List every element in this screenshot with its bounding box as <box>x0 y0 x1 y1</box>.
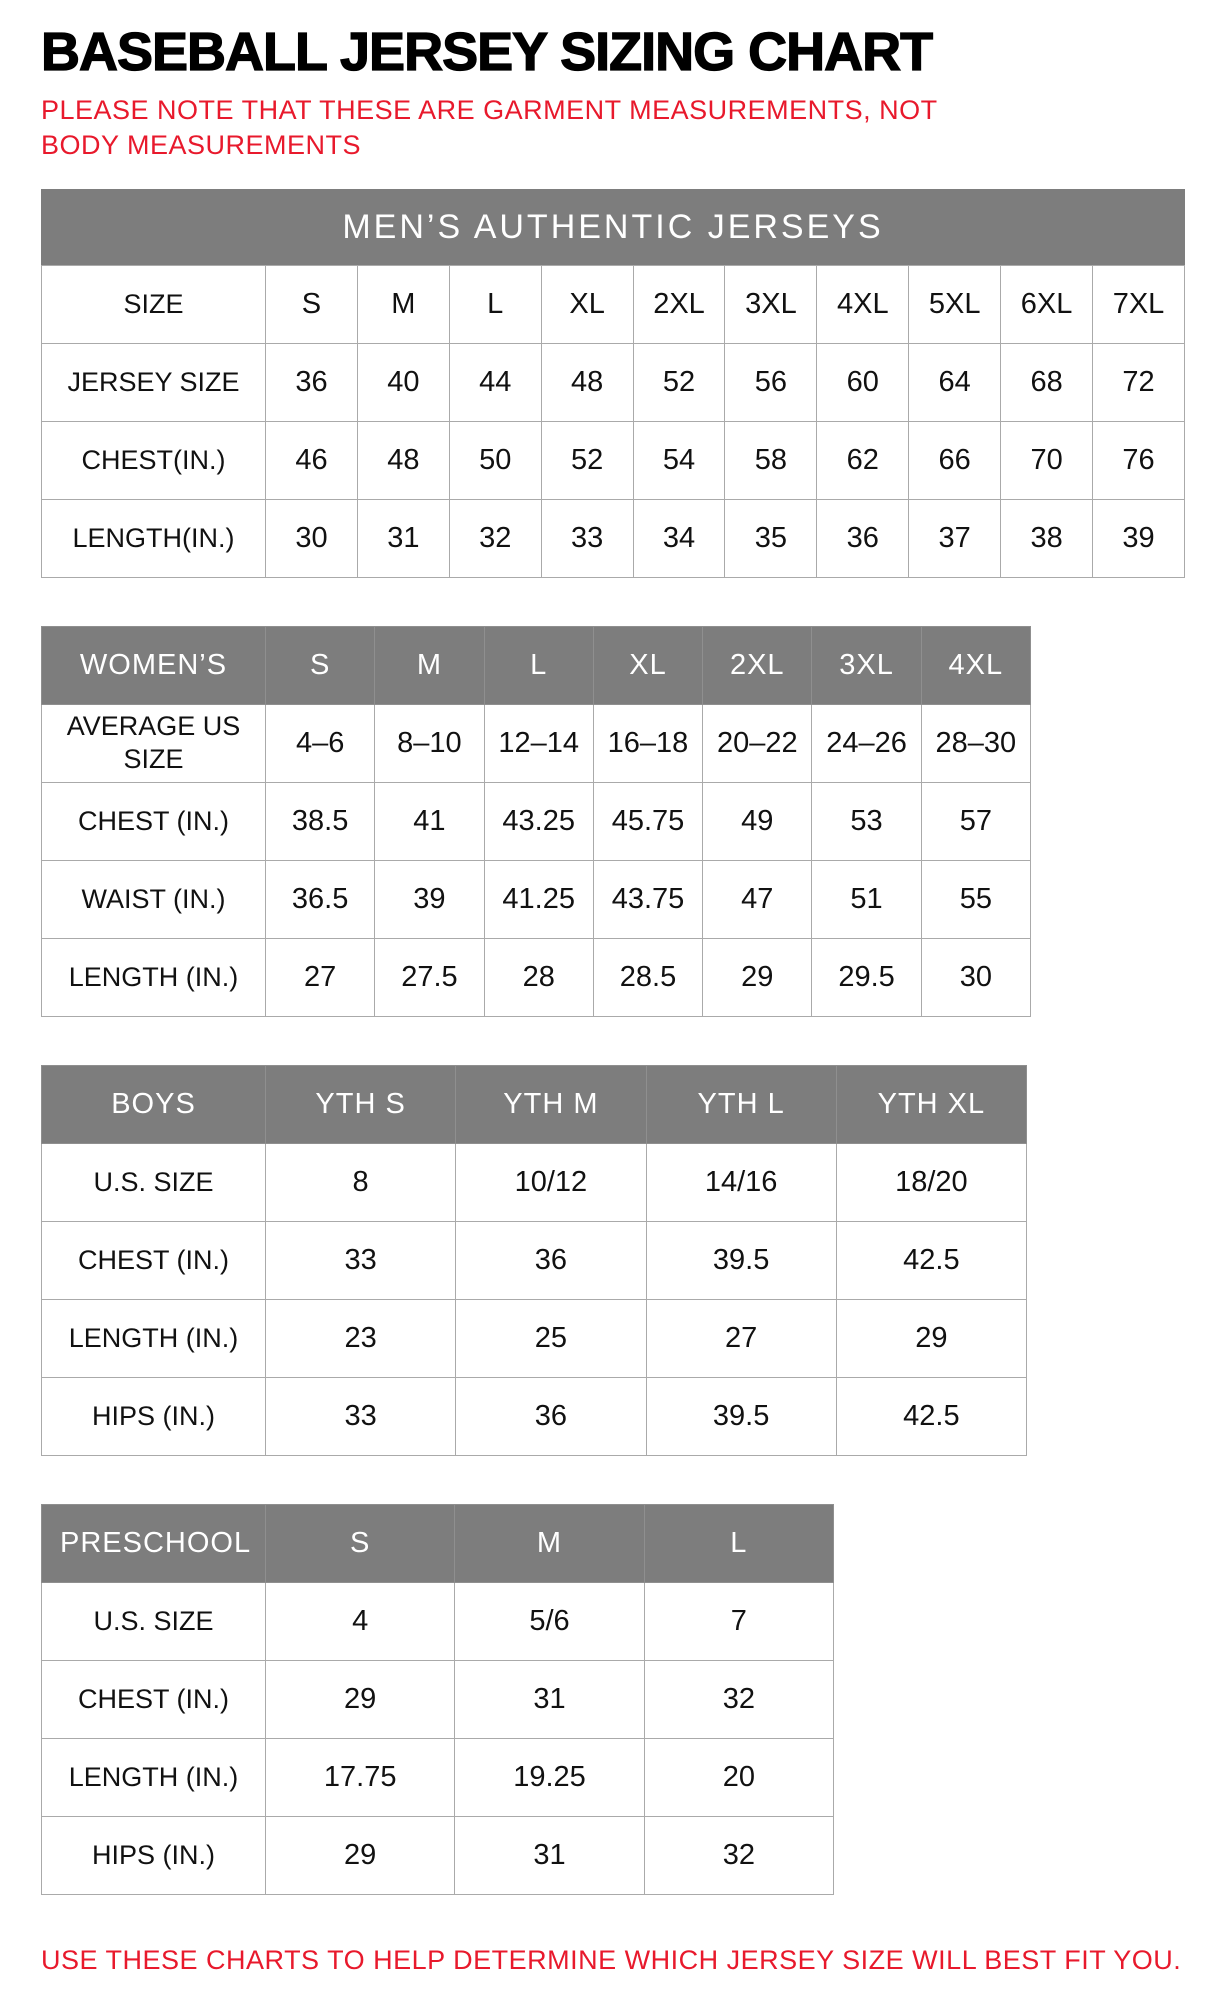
mens-value-cell: 60 <box>817 343 909 421</box>
mens-value-cell: 58 <box>725 421 817 499</box>
boys-value-cell: 10/12 <box>456 1143 646 1221</box>
womens-value-cell: 53 <box>812 782 921 860</box>
boys-value-cell: 33 <box>266 1221 456 1299</box>
mens-value-cell: 54 <box>633 421 725 499</box>
boys-value-cell: 39.5 <box>646 1377 836 1455</box>
mens-value-cell: 36 <box>817 499 909 577</box>
mens-table-banner: MEN’S AUTHENTIC JERSEYS <box>41 189 1185 265</box>
preschool-value-cell: 29 <box>266 1660 455 1738</box>
womens-size-header-cell: 2XL <box>703 626 812 704</box>
mens-value-cell: 66 <box>909 421 1001 499</box>
preschool-row <box>42 1582 834 1660</box>
mens-value-cell: 48 <box>541 343 633 421</box>
preschool-header-row <box>42 1504 834 1582</box>
womens-value-cell: 39 <box>375 860 484 938</box>
mens-value-cell: 30 <box>266 499 358 577</box>
womens-size-header-cell: S <box>266 626 375 704</box>
womens-row-label: WAIST (IN.) <box>42 860 266 938</box>
mens-value-cell: 44 <box>449 343 541 421</box>
boys-value-cell: 18/20 <box>836 1143 1026 1221</box>
boys-value-cell: 33 <box>266 1377 456 1455</box>
preschool-value-cell: 4 <box>266 1582 455 1660</box>
womens-size-header-cell: 4XL <box>921 626 1030 704</box>
mens-value-cell: 38 <box>1001 499 1093 577</box>
boys-row-label: LENGTH (IN.) <box>42 1299 266 1377</box>
best-fit-note: USE THESE CHARTS TO HELP DETERMINE WHICH JERSEY SIZE WILL BEST FIT YOU. <box>41 1944 1182 1975</box>
preschool-value-cell: 17.75 <box>266 1738 455 1816</box>
boys-header-label: BOYS <box>42 1065 266 1143</box>
boys-row <box>42 1221 1027 1299</box>
womens-value-cell: 8–10 <box>375 704 484 782</box>
womens-size-header-cell: L <box>484 626 593 704</box>
womens-value-cell: 43.25 <box>484 782 593 860</box>
mens-value-cell: 7XL <box>1093 265 1185 343</box>
preschool-row-label: CHEST (IN.) <box>42 1660 266 1738</box>
womens-value-cell: 12–14 <box>484 704 593 782</box>
preschool-row-label: HIPS (IN.) <box>42 1816 266 1894</box>
mens-value-cell: 3XL <box>725 265 817 343</box>
mens-value-cell: 68 <box>1001 343 1093 421</box>
mens-value-cell: 62 <box>817 421 909 499</box>
womens-value-cell: 55 <box>921 860 1030 938</box>
preschool-row <box>42 1660 834 1738</box>
womens-size-header-cell: 3XL <box>812 626 921 704</box>
mens-sizing-table <box>41 265 1185 578</box>
womens-row-label: CHEST (IN.) <box>42 782 266 860</box>
boys-value-cell: 27 <box>646 1299 836 1377</box>
womens-size-header-cell: M <box>375 626 484 704</box>
boys-size-header-cell: YTH XL <box>836 1065 1026 1143</box>
mens-row <box>42 265 1185 343</box>
womens-value-cell: 29 <box>703 938 812 1016</box>
mens-value-cell: 48 <box>357 421 449 499</box>
womens-table-section <box>41 626 1182 1017</box>
mens-value-cell: M <box>357 265 449 343</box>
womens-value-cell: 49 <box>703 782 812 860</box>
womens-value-cell: 43.75 <box>593 860 702 938</box>
preschool-row <box>42 1816 834 1894</box>
mens-row <box>42 421 1185 499</box>
preschool-value-cell: 31 <box>455 1816 644 1894</box>
boys-value-cell: 8 <box>266 1143 456 1221</box>
mens-row-label: SIZE <box>42 265 266 343</box>
womens-value-cell: 20–22 <box>703 704 812 782</box>
boys-size-header-cell: YTH L <box>646 1065 836 1143</box>
boys-row-label: CHEST (IN.) <box>42 1221 266 1299</box>
womens-value-cell: 38.5 <box>266 782 375 860</box>
womens-value-cell: 28–30 <box>921 704 1030 782</box>
boys-value-cell: 39.5 <box>646 1221 836 1299</box>
boys-value-cell: 42.5 <box>836 1377 1026 1455</box>
mens-value-cell: S <box>266 265 358 343</box>
womens-value-cell: 4–6 <box>266 704 375 782</box>
boys-row-label: HIPS (IN.) <box>42 1377 266 1455</box>
mens-row <box>42 499 1185 577</box>
boys-sizing-table <box>41 1065 1027 1456</box>
womens-row <box>42 782 1031 860</box>
mens-value-cell: 4XL <box>817 265 909 343</box>
preschool-value-cell: 32 <box>644 1660 833 1738</box>
preschool-value-cell: 7 <box>644 1582 833 1660</box>
mens-value-cell: 34 <box>633 499 725 577</box>
womens-value-cell: 57 <box>921 782 1030 860</box>
womens-value-cell: 29.5 <box>812 938 921 1016</box>
mens-value-cell: XL <box>541 265 633 343</box>
mens-value-cell: 56 <box>725 343 817 421</box>
womens-value-cell: 28 <box>484 938 593 1016</box>
mens-value-cell: 32 <box>449 499 541 577</box>
preschool-value-cell: 31 <box>455 1660 644 1738</box>
womens-row-label: LENGTH (IN.) <box>42 938 266 1016</box>
mens-value-cell: 35 <box>725 499 817 577</box>
preschool-size-header-cell: M <box>455 1504 644 1582</box>
mens-value-cell: 5XL <box>909 265 1001 343</box>
mens-table-section <box>41 189 1182 578</box>
mens-value-cell: 39 <box>1093 499 1185 577</box>
womens-row <box>42 860 1031 938</box>
garment-measurements-note: PLEASE NOTE THAT THESE ARE GARMENT MEASUREMENTS, NOT BODY MEASUREMENTS <box>41 94 938 160</box>
preschool-row-label: LENGTH (IN.) <box>42 1738 266 1816</box>
womens-value-cell: 36.5 <box>266 860 375 938</box>
womens-row <box>42 938 1031 1016</box>
mens-row <box>42 343 1185 421</box>
womens-value-cell: 51 <box>812 860 921 938</box>
page-title: BASEBALL JERSEY SIZING CHART <box>41 22 933 82</box>
mens-value-cell: 52 <box>633 343 725 421</box>
mens-row-label: JERSEY SIZE <box>42 343 266 421</box>
preschool-value-cell: 32 <box>644 1816 833 1894</box>
mens-value-cell: 50 <box>449 421 541 499</box>
preschool-header-label: PRESCHOOL <box>42 1504 266 1582</box>
mens-value-cell: 46 <box>266 421 358 499</box>
boys-table-section <box>41 1065 1182 1456</box>
preschool-row-label: U.S. SIZE <box>42 1582 266 1660</box>
preschool-value-cell: 19.25 <box>455 1738 644 1816</box>
boys-value-cell: 36 <box>456 1377 646 1455</box>
womens-value-cell: 45.75 <box>593 782 702 860</box>
boys-header-row <box>42 1065 1027 1143</box>
womens-value-cell: 27 <box>266 938 375 1016</box>
boys-value-cell: 25 <box>456 1299 646 1377</box>
boys-size-header-cell: YTH M <box>456 1065 646 1143</box>
womens-value-cell: 16–18 <box>593 704 702 782</box>
boys-row-label: U.S. SIZE <box>42 1143 266 1221</box>
sizing-chart-page <box>41 24 1182 1978</box>
womens-row <box>42 704 1031 782</box>
mens-row-label: LENGTH(IN.) <box>42 499 266 577</box>
boys-value-cell: 42.5 <box>836 1221 1026 1299</box>
womens-value-cell: 24–26 <box>812 704 921 782</box>
boys-row <box>42 1299 1027 1377</box>
boys-value-cell: 29 <box>836 1299 1026 1377</box>
preschool-sizing-table <box>41 1504 834 1895</box>
boys-value-cell: 23 <box>266 1299 456 1377</box>
preschool-row <box>42 1738 834 1816</box>
preschool-value-cell: 5/6 <box>455 1582 644 1660</box>
mens-value-cell: 64 <box>909 343 1001 421</box>
mens-value-cell: 52 <box>541 421 633 499</box>
mens-value-cell: 76 <box>1093 421 1185 499</box>
mens-value-cell: L <box>449 265 541 343</box>
womens-value-cell: 27.5 <box>375 938 484 1016</box>
womens-value-cell: 28.5 <box>593 938 702 1016</box>
boys-value-cell: 14/16 <box>646 1143 836 1221</box>
mens-value-cell: 70 <box>1001 421 1093 499</box>
mens-value-cell: 2XL <box>633 265 725 343</box>
preschool-value-cell: 29 <box>266 1816 455 1894</box>
boys-row <box>42 1377 1027 1455</box>
womens-header-row <box>42 626 1031 704</box>
mens-value-cell: 36 <box>266 343 358 421</box>
mens-value-cell: 31 <box>357 499 449 577</box>
boys-value-cell: 36 <box>456 1221 646 1299</box>
mens-row-label: CHEST(IN.) <box>42 421 266 499</box>
womens-header-label: WOMEN’S <box>42 626 266 704</box>
mens-value-cell: 33 <box>541 499 633 577</box>
preschool-table-section <box>41 1504 1182 1895</box>
preschool-size-header-cell: L <box>644 1504 833 1582</box>
mens-value-cell: 6XL <box>1001 265 1093 343</box>
womens-value-cell: 41.25 <box>484 860 593 938</box>
womens-row-label: AVERAGE US SIZE <box>42 704 266 782</box>
boys-row <box>42 1143 1027 1221</box>
preschool-value-cell: 20 <box>644 1738 833 1816</box>
mens-value-cell: 40 <box>357 343 449 421</box>
boys-size-header-cell: YTH S <box>266 1065 456 1143</box>
womens-size-header-cell: XL <box>593 626 702 704</box>
womens-value-cell: 47 <box>703 860 812 938</box>
preschool-size-header-cell: S <box>266 1504 455 1582</box>
womens-value-cell: 30 <box>921 938 1030 1016</box>
womens-value-cell: 41 <box>375 782 484 860</box>
mens-value-cell: 37 <box>909 499 1001 577</box>
mens-value-cell: 72 <box>1093 343 1185 421</box>
womens-sizing-table <box>41 626 1031 1017</box>
